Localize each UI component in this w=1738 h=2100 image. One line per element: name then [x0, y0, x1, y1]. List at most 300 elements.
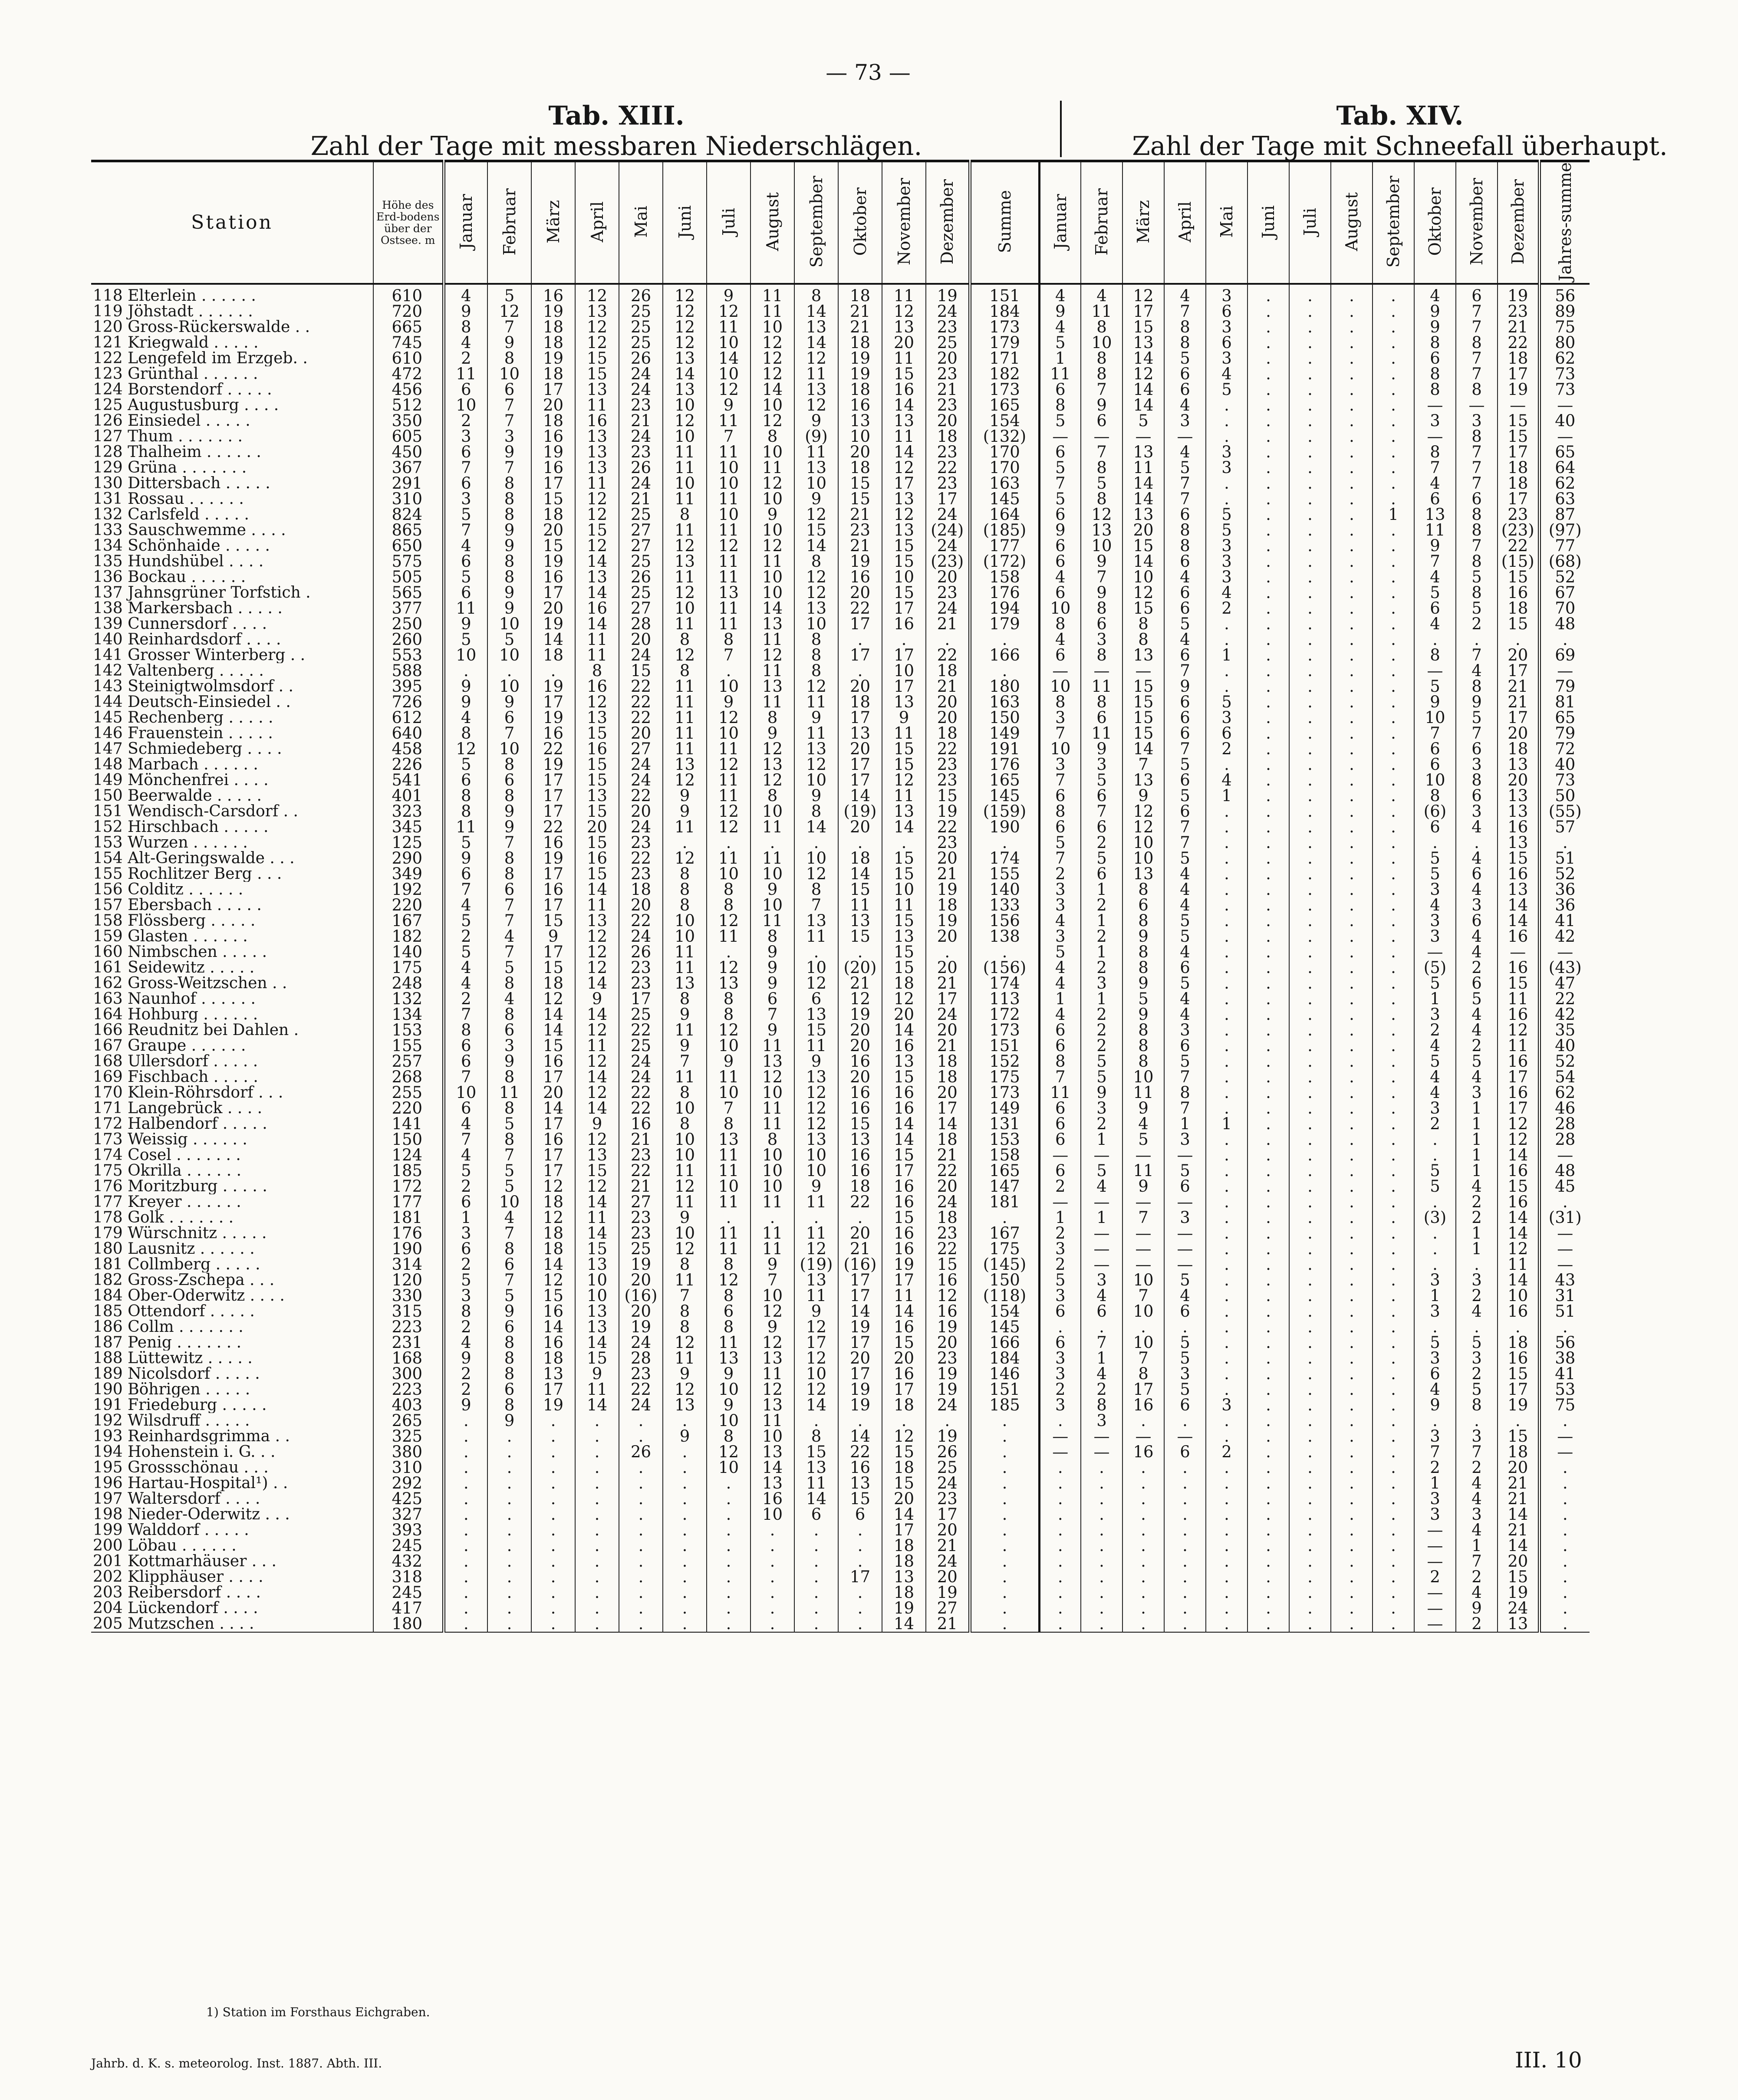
t14-month-value: . [1248, 1538, 1289, 1554]
t13-month-value: . [575, 1444, 619, 1460]
t13-month-value: . [663, 1569, 707, 1585]
t13-month-value: 17 [838, 1288, 882, 1304]
table14-subtitle: Zahl der Tage mit Schneefall überhaupt. [1132, 131, 1668, 161]
t14-month-value: . [1248, 444, 1289, 460]
t13-month-value: 27 [926, 1600, 970, 1616]
t14-month-value: 4 [1164, 1007, 1206, 1022]
station-name: 184 Ober-Oderwitz . . . . [93, 1288, 285, 1304]
t14-month-value: 4 [1206, 366, 1248, 382]
t13-month-value: 15 [575, 1163, 619, 1179]
t13-month-value: 16 [575, 679, 619, 694]
t14-jahressumme: 89 [1539, 304, 1590, 319]
t14-jahressumme: 75 [1539, 1397, 1590, 1413]
t13-month-value: 12 [663, 284, 707, 304]
t13-month-value: 12 [794, 757, 838, 772]
station-name: 170 Klein-Röhrsdorf . . . [93, 1085, 283, 1101]
t13-month-value: 13 [838, 1132, 882, 1147]
t14-month-value: . [1289, 601, 1331, 616]
t14-month-value: 5 [1414, 1335, 1456, 1351]
t13-month-value: 8 [663, 1304, 707, 1319]
t14-month-value: 13 [1122, 507, 1164, 523]
t13-month-value: 20 [926, 1522, 970, 1538]
t14-month-value: . [1248, 882, 1289, 897]
station-height: 325 [373, 1429, 444, 1444]
t13-month-value: 16 [882, 1179, 926, 1194]
t14-month-value: . [1331, 1585, 1373, 1600]
t13-month-value: 25 [926, 335, 970, 351]
station-height: 512 [373, 398, 444, 413]
t13-month-value: 5 [444, 913, 487, 929]
t14-month-value: 6 [1039, 1304, 1081, 1319]
t13-month-value: 20 [926, 710, 970, 726]
t13-month-value: 12 [794, 398, 838, 413]
t14-month-value: . [1164, 1460, 1206, 1476]
t13-month-value: 6 [487, 1319, 531, 1335]
t14-month-value: 11 [1498, 991, 1539, 1007]
t13-month-value: 11 [575, 897, 619, 913]
t14-month-value: . [1206, 1335, 1248, 1351]
t14-month-value: 15 [1122, 601, 1164, 616]
t14-month-value: . [1248, 351, 1289, 366]
t14-month-value: . [1248, 554, 1289, 569]
t13-month-value: . [531, 1522, 575, 1538]
t14-jahressumme: 65 [1539, 444, 1590, 460]
t13-month-value: 12 [882, 772, 926, 788]
t14-month-value: 8 [1122, 944, 1164, 960]
t14-jahressumme: (43) [1539, 960, 1590, 976]
t14-month-value: 3 [1081, 1272, 1122, 1288]
t14-month-value: 7 [1081, 569, 1122, 585]
t14-month-value: 13 [1414, 507, 1456, 523]
t14-jahressumme: (68) [1539, 554, 1590, 569]
station-name: 120 Gross-Rückerswalde . . [93, 319, 310, 335]
t14-month-value: . [1248, 319, 1289, 335]
t13-month-value: . [882, 632, 926, 647]
t13-summe: 151 [970, 1038, 1039, 1054]
station-name: 133 Sauschwemme . . . . [93, 522, 286, 538]
t13-month-value: 14 [794, 538, 838, 554]
t13-month-value: 13 [575, 1147, 619, 1163]
t14-month-value: 20 [1122, 523, 1164, 538]
t13-month-value: . [838, 1554, 882, 1569]
col-t13-month-6-label: Juni [675, 205, 695, 239]
t14-month-value: . [1289, 413, 1331, 429]
t14-month-value: . [1289, 538, 1331, 554]
t14-month-value: 3 [1039, 1351, 1081, 1366]
t14-month-value: . [1248, 726, 1289, 741]
t14-month-value: . [1081, 1507, 1122, 1522]
t14-month-value: . [1331, 1397, 1373, 1413]
t13-summe: 113 [970, 991, 1039, 1007]
t14-month-value: 10 [1414, 710, 1456, 726]
t13-month-value: 13 [838, 726, 882, 741]
t13-month-value: 17 [838, 710, 882, 726]
t14-month-value: . [1039, 1538, 1081, 1554]
t14-month-value: . [1289, 1429, 1331, 1444]
t14-month-value: 3 [1039, 757, 1081, 772]
t14-month-value: 7 [1456, 538, 1498, 554]
t13-month-value: 14 [575, 616, 619, 632]
t13-month-value: . [444, 1429, 487, 1444]
t13-month-value: 12 [575, 960, 619, 976]
t14-month-value: . [1289, 1522, 1331, 1538]
table-row [91, 1444, 1590, 1460]
t13-month-value: 13 [838, 413, 882, 429]
t14-jahressumme: 42 [1539, 929, 1590, 944]
t14-month-value: . [1331, 1085, 1373, 1101]
table-body [91, 284, 1590, 1632]
t13-month-value: 10 [487, 1194, 531, 1210]
t14-jahressumme: — [1539, 1241, 1590, 1257]
t14-jahressumme: . [1539, 1460, 1590, 1476]
t13-month-value: 13 [882, 694, 926, 710]
t14-month-value: 11 [1122, 1085, 1164, 1101]
t14-month-value: — [1039, 1194, 1081, 1210]
t13-month-value: . [707, 663, 750, 679]
table-row [91, 1210, 1590, 1226]
t14-month-value: . [1248, 741, 1289, 757]
t14-month-value: 4 [1414, 1038, 1456, 1054]
t14-month-value: 6 [1039, 538, 1081, 554]
t14-month-value: — [1039, 1444, 1081, 1460]
t13-month-value: . [575, 1554, 619, 1569]
station-height: 134 [373, 1007, 444, 1022]
t14-month-value: 7 [1414, 554, 1456, 569]
t14-month-value: . [1289, 913, 1331, 929]
t13-month-value: 9 [444, 851, 487, 866]
col-t14-month-7-label: Juli [1300, 207, 1320, 236]
t13-month-value: 14 [926, 1116, 970, 1132]
table-row [91, 710, 1590, 726]
t13-month-value: . [838, 1600, 882, 1616]
t13-month-value: 24 [926, 1194, 970, 1210]
t14-month-value: 14 [1498, 1210, 1539, 1226]
t14-month-value: . [1331, 1319, 1373, 1335]
t13-month-value: . [707, 944, 750, 960]
t13-month-value: 17 [882, 1382, 926, 1397]
t13-month-value: 5 [487, 632, 531, 647]
station-height: 257 [373, 1054, 444, 1069]
t14-month-value: 8 [1456, 382, 1498, 398]
t14-month-value: 3 [1414, 1007, 1456, 1022]
t14-month-value: . [1373, 1616, 1414, 1632]
t14-month-value: . [1248, 1116, 1289, 1132]
t14-jahressumme: 46 [1539, 1101, 1590, 1116]
t14-month-value: — [1122, 1241, 1164, 1257]
table-row [91, 835, 1590, 851]
t14-month-value: 3 [1414, 1507, 1456, 1522]
table-row [91, 1522, 1590, 1538]
t13-month-value: 12 [794, 569, 838, 585]
table-row [91, 1491, 1590, 1507]
t13-month-value: 16 [838, 1101, 882, 1116]
t13-month-value: . [487, 1522, 531, 1538]
t13-month-value: 12 [575, 929, 619, 944]
t13-month-value: 7 [444, 1069, 487, 1085]
t13-month-value: 6 [444, 1054, 487, 1069]
t14-month-value: 2 [1456, 960, 1498, 976]
t14-month-value: 2 [1081, 1007, 1122, 1022]
t13-month-value: 7 [487, 1272, 531, 1288]
t13-month-value: . [531, 1476, 575, 1491]
t13-month-value: 12 [575, 1179, 619, 1194]
t14-month-value: — [1414, 1585, 1456, 1600]
t13-summe: (118) [970, 1288, 1039, 1304]
t14-month-value: 15 [1498, 429, 1539, 444]
t14-month-value: . [1331, 429, 1373, 444]
t13-month-value: 11 [750, 554, 794, 569]
t14-jahressumme: 28 [1539, 1116, 1590, 1132]
t14-month-value: . [1206, 757, 1248, 772]
t14-month-value: 1 [1414, 1476, 1456, 1491]
t13-month-value: 27 [619, 601, 663, 616]
t13-month-value: 12 [707, 757, 750, 772]
t14-jahressumme: . [1539, 1616, 1590, 1632]
t13-month-value: 7 [663, 1054, 707, 1069]
t14-month-value: . [1373, 398, 1414, 413]
t14-month-value: 3 [1456, 1507, 1498, 1522]
station-name: 148 Marbach . . . . . . [93, 756, 258, 772]
t14-month-value: 16 [1498, 1007, 1539, 1022]
t14-month-value: . [1373, 351, 1414, 366]
t14-month-value: 9 [1039, 523, 1081, 538]
t13-month-value: 12 [575, 1132, 619, 1147]
station-height: 456 [373, 382, 444, 398]
col-t14-month-3 [1122, 161, 1164, 284]
t13-month-value: . [663, 1491, 707, 1507]
t14-month-value: — [1122, 1429, 1164, 1444]
t14-month-value: 3 [1039, 710, 1081, 726]
t13-month-value: 13 [750, 757, 794, 772]
t13-month-value: 13 [750, 679, 794, 694]
station-height: 314 [373, 1257, 444, 1272]
t14-month-value: 6 [1164, 726, 1206, 741]
t13-month-value: 15 [619, 663, 663, 679]
t13-month-value: 15 [882, 944, 926, 960]
t13-month-value: 12 [794, 585, 838, 601]
t13-month-value: 14 [882, 1304, 926, 1319]
t14-month-value: . [1248, 851, 1289, 866]
t14-month-value: . [1373, 601, 1414, 616]
t13-summe: (159) [970, 804, 1039, 819]
t14-month-value: . [1206, 679, 1248, 694]
station-height: 367 [373, 460, 444, 476]
t13-month-value: . [487, 1491, 531, 1507]
t13-month-value: 22 [926, 819, 970, 835]
t14-month-value: 15 [1498, 976, 1539, 991]
t13-month-value: 27 [619, 538, 663, 554]
t14-month-value: 3 [1414, 1351, 1456, 1366]
t14-month-value: . [1331, 1444, 1373, 1460]
t14-month-value: 9 [1414, 319, 1456, 335]
t13-month-value: . [750, 1210, 794, 1226]
t14-month-value: 6 [1164, 804, 1206, 819]
t14-month-value: . [1331, 413, 1373, 429]
t14-month-value: . [1206, 960, 1248, 976]
t14-month-value: 3 [1206, 351, 1248, 366]
t13-month-value: . [619, 1460, 663, 1476]
t14-month-value: 5 [1081, 476, 1122, 491]
station-name: 174 Cosel . . . . . . . [93, 1147, 241, 1163]
t13-month-value: 13 [575, 382, 619, 398]
t13-month-value: 15 [882, 1210, 926, 1226]
t14-month-value: 7 [1456, 476, 1498, 491]
t14-month-value: . [1081, 1600, 1122, 1616]
t13-month-value: 15 [531, 1288, 575, 1304]
station-name: 199 Walddorf . . . . . [93, 1522, 249, 1538]
t13-month-value: 19 [531, 1397, 575, 1413]
t14-month-value: . [1248, 1397, 1289, 1413]
t14-month-value: 12 [1122, 585, 1164, 601]
t14-month-value: . [1164, 1600, 1206, 1616]
t13-month-value: 14 [575, 1007, 619, 1022]
t13-month-value: 23 [619, 835, 663, 851]
t14-month-value: 3 [1414, 413, 1456, 429]
t14-month-value: 10 [1122, 851, 1164, 866]
t13-month-value: . [619, 1413, 663, 1429]
t13-month-value: 8 [444, 804, 487, 819]
t14-month-value: 6 [1164, 382, 1206, 398]
t13-month-value: 18 [838, 335, 882, 351]
t14-month-value: . [1248, 1366, 1289, 1382]
station-height: 223 [373, 1319, 444, 1335]
t13-month-value: 12 [750, 476, 794, 491]
col-t13-month-1-label: Januar [456, 194, 476, 250]
t14-month-value: 7 [1164, 663, 1206, 679]
t14-month-value: . [1248, 1226, 1289, 1241]
station-height: 318 [373, 1569, 444, 1585]
t13-month-value: 17 [531, 382, 575, 398]
t13-month-value: 24 [619, 1069, 663, 1085]
t14-month-value: . [1456, 1257, 1498, 1272]
t13-month-value: . [882, 835, 926, 851]
t13-month-value: 7 [750, 1272, 794, 1288]
t13-month-value: 12 [575, 319, 619, 335]
t13-summe: 184 [970, 304, 1039, 319]
t13-month-value: 19 [531, 757, 575, 772]
t13-month-value: . [750, 1522, 794, 1538]
t14-month-value: 15 [1498, 413, 1539, 429]
t14-month-value: 17 [1122, 304, 1164, 319]
t14-month-value: . [1331, 897, 1373, 913]
t14-month-value: — [1164, 1226, 1206, 1241]
t14-month-value: 6 [1456, 284, 1498, 304]
t13-summe: 149 [970, 1101, 1039, 1116]
t14-month-value: — [1414, 1538, 1456, 1554]
t14-month-value: . [1373, 585, 1414, 601]
station-height: 223 [373, 1382, 444, 1397]
t14-month-value: 11 [1039, 366, 1081, 382]
t14-month-value: . [1206, 491, 1248, 507]
t14-month-value: 6 [1081, 1304, 1122, 1319]
t13-month-value: 12 [531, 1210, 575, 1226]
table-row [91, 663, 1590, 679]
t13-month-value: 18 [838, 460, 882, 476]
t14-month-value: 8 [1039, 1054, 1081, 1069]
t14-month-value: 18 [1498, 460, 1539, 476]
t13-month-value: 8 [750, 429, 794, 444]
t13-month-value: 11 [750, 1038, 794, 1054]
t14-month-value: . [1331, 1054, 1373, 1069]
t14-month-value: . [1373, 554, 1414, 569]
t14-month-value: . [1331, 1616, 1373, 1632]
t14-month-value: . [1289, 1319, 1331, 1335]
t13-month-value: 8 [444, 1304, 487, 1319]
t14-month-value: . [1331, 601, 1373, 616]
col-t13-month-12 [926, 161, 970, 284]
t13-summe: 173 [970, 319, 1039, 335]
t14-month-value: 19 [1498, 1397, 1539, 1413]
t14-jahressumme: 73 [1539, 772, 1590, 788]
t14-month-value: 5 [1039, 413, 1081, 429]
t13-month-value: 14 [750, 382, 794, 398]
table-row [91, 819, 1590, 835]
station-height: 575 [373, 554, 444, 569]
t14-month-value: 18 [1498, 1444, 1539, 1460]
station-height: 541 [373, 772, 444, 788]
t14-month-value: . [1206, 1304, 1248, 1319]
t14-month-value: 4 [1164, 897, 1206, 913]
t14-month-value: 6 [1456, 491, 1498, 507]
t13-month-value: 13 [882, 491, 926, 507]
t14-month-value: . [1206, 1147, 1248, 1163]
t13-month-value: . [838, 944, 882, 960]
t13-summe: 172 [970, 1007, 1039, 1022]
t14-month-value: . [1414, 1132, 1456, 1147]
t14-month-value: 5 [1414, 866, 1456, 882]
t14-month-value: 8 [1456, 507, 1498, 523]
t14-month-value: . [1289, 866, 1331, 882]
t13-month-value: 8 [707, 1007, 750, 1022]
t14-month-value: 6 [1164, 554, 1206, 569]
t14-month-value: 3 [1456, 897, 1498, 913]
t13-month-value: 10 [707, 366, 750, 382]
t14-month-value: . [1248, 1085, 1289, 1101]
t13-month-value: 5 [444, 835, 487, 851]
t13-month-value: 23 [619, 444, 663, 460]
t13-month-value: 10 [750, 1507, 794, 1522]
t13-month-value: . [444, 1444, 487, 1460]
t13-month-value: . [444, 1522, 487, 1538]
t14-month-value: (15) [1498, 554, 1539, 569]
t14-month-value: . [1289, 366, 1331, 382]
t13-month-value: . [794, 1554, 838, 1569]
t14-month-value: 13 [1081, 523, 1122, 538]
station-name: 140 Reinhardsdorf . . . . [93, 631, 281, 647]
col-t13-month-6 [663, 161, 707, 284]
t13-month-value: 14 [575, 1069, 619, 1085]
t14-month-value: 5 [1164, 1335, 1206, 1351]
t14-month-value: . [1206, 1241, 1248, 1257]
t13-month-value: 11 [575, 1210, 619, 1226]
t14-month-value: 7 [1456, 319, 1498, 335]
t14-month-value: . [1331, 1101, 1373, 1116]
station-name: 200 Löbau . . . . . . [93, 1538, 237, 1554]
t13-month-value: 21 [926, 1616, 970, 1632]
t14-month-value: — [1498, 398, 1539, 413]
t13-month-value: 11 [707, 1069, 750, 1085]
t14-jahressumme: . [1539, 1507, 1590, 1522]
t13-month-value: 13 [663, 382, 707, 398]
t13-month-value: . [575, 1429, 619, 1444]
station-name: 197 Waltersdorf . . . . [93, 1491, 260, 1507]
t13-month-value: 20 [882, 335, 926, 351]
t13-summe: . [970, 944, 1039, 960]
t13-month-value: 23 [926, 444, 970, 460]
t13-month-value: 20 [838, 819, 882, 835]
footnote: 1) Station im Forsthaus Eichgraben. [206, 2005, 430, 2019]
t14-month-value: 8 [1039, 804, 1081, 819]
